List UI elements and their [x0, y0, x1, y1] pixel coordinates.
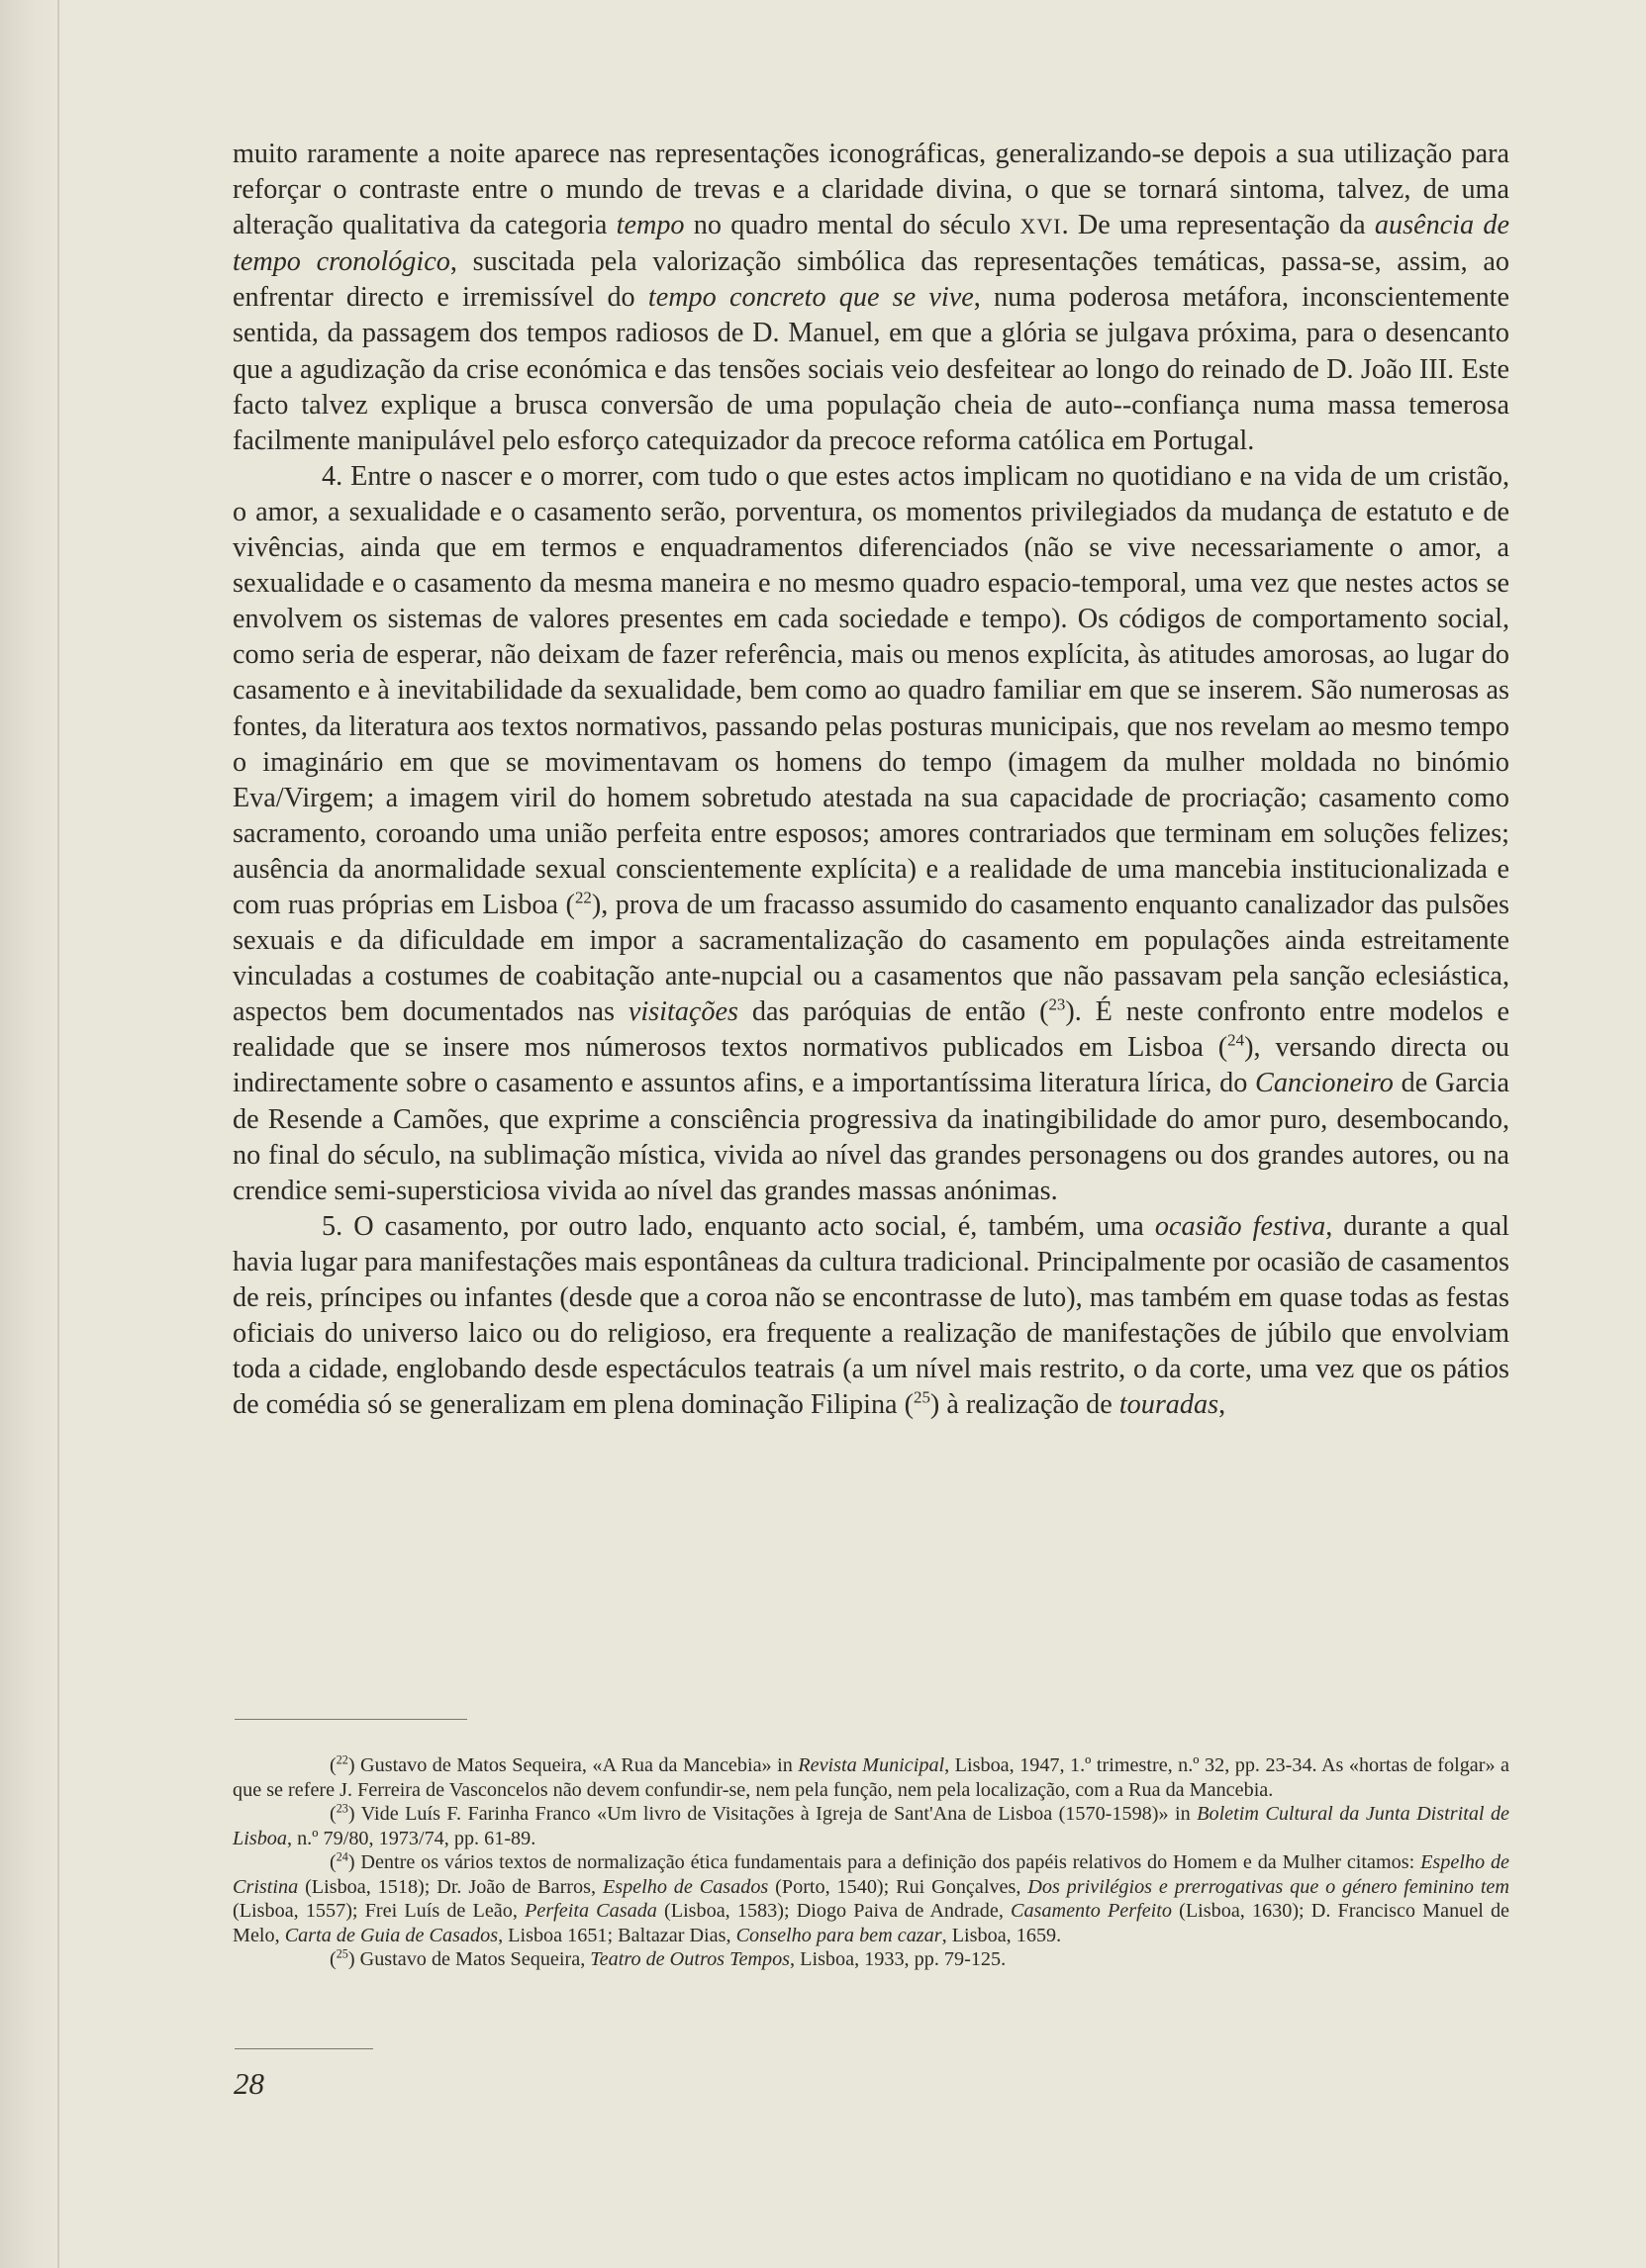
footnotes: [233, 1753, 1509, 1972]
italic-text: touradas: [1118, 1389, 1219, 1421]
text-run: ). É neste confronto entre modelos e realidade que se insere mos númerosos textos normativos publicados em Lisboa (: [233, 996, 1510, 1064]
binding-shadow: [0, 0, 61, 2268]
italic-text: ausência de tempo cronológico: [233, 210, 1509, 278]
page-number: 28: [234, 2066, 264, 2101]
italic-text: Perfeita Casada: [525, 1900, 657, 1922]
italic-text: Espelho de Casados: [602, 1875, 769, 1898]
body-paragraphs: [233, 137, 1509, 1423]
text-run: 4. Entre o nascer e o morrer, com tudo o que estes actos implicam no quotidiano e na vida de um cristão, o amor, a sexualidade e o casamento serão, porventura, os momentos privilegiados da mudança de estatuto e de vivências, ainda que em termos e enquadramentos diferenciados (não se vive necessariamente o amor, a sexualidade e o casamento da mesma maneira e no mesmo quadro espacio-temporal, uma vez que nestes actos se envolvem os sistemas de valores presentes em cada sociedade e tempo). Os códigos de comportamento social, como seria de esperar, não deixam de fazer referência, mais ou menos explícita, às atitudes amorosas, ao lugar do casamento e à inevitabilidade da sexualidade, bem como ao quadro familiar em que se inserem. São numerosas as fontes, da literatura aos textos normativos, passando pelas posturas municipais, que nos revelam ao mesmo tempo o imaginário em que se movimentavam os homens do tempo (imagem da mulher moldada no binómio Eva/Virgem; a imagem viril do homem sobretudo atestada na sua capacidade de procriação; casamento como sacramento, coroando uma união perfeita entre esposos; amores contrariados que terminam em soluções felizes; ausência da anormalidade sexual conscientemente explícita) e a realidade de uma mancebia institucionalizada e com ruas próprias em Lisboa (: [233, 460, 1509, 920]
italic-text: Revista Municipal: [798, 1754, 945, 1776]
note-reference: 22: [336, 1752, 348, 1767]
italic-text: tempo concreto que se vive: [647, 282, 974, 314]
text-run: , Lisboa 1651; Baltazar Dias,: [498, 1924, 736, 1946]
text-run: 5. O casamento, por outro lado, enquanto acto social, é, também, uma: [322, 1210, 1155, 1242]
italic-text: Cancioneiro: [1255, 1068, 1394, 1099]
text-run: , numa poderosa metáfora, inconscientemente sentida, da passagem dos tempos radiosos de D. Manuel, em que a glória se julgava próxima, para o desencanto que a agudização da crise económica e das tensões sociais veio desfeitear ao longo do reinado de D. João III. Este facto talvez explique a brusca conversão de uma população cheia de auto--confiança numa massa temerosa facilmente manipulável pelo esforço catequizador da precoce reforma católica em Portugal.: [233, 282, 1510, 456]
text-run: , durante a qual havia lugar para manifestações mais espontâneas da cultura tradicional. Principalmente por ocasião de casamentos de reis, príncipes ou infantes (desde que a coroa não se encontrasse de luto), mas também em quase todas as festas oficiais do universo laico ou do religioso, era frequente a realização de manifestações de júbilo que envolviam toda a cidade, englobando desde espectáculos teatrais (a um nível mais restrito, o da corte, uma vez que os pátios de comédia só se generalizam em plena dominação Filipina (: [233, 1210, 1509, 1421]
text-run: ) Dentre os vários textos de normalização ética fundamentais para a definição dos papéis relativos do Homem e da Mulher citamos:: [347, 1851, 1421, 1873]
paragraph: [233, 1209, 1509, 1424]
text-run: (Lisboa, 1518); Dr. João de Barros,: [298, 1875, 603, 1898]
italic-text: Espelho de Cristina: [233, 1851, 1510, 1898]
paragraph: [233, 137, 1509, 459]
text-run: ) Vide Luís F. Farinha Franco «Um livro de Visitações à Igreja de Sant'Ana de Lisboa (1570-1598)» in: [347, 1803, 1198, 1825]
note-reference: 23: [1048, 994, 1066, 1014]
text-run: ), prova de um fracasso assumido do casamento enquanto canalizador das pulsões sexuais e da dificuldade em impor a sacramentalização do casamento em populações ainda estreitamente vinculadas a costumes de coabitação ante-nupcial ou a casamentos que não passavam pela sanção eclesiástica, aspectos bem documentados nas: [233, 889, 1509, 1028]
italic-text: visitações: [628, 996, 738, 1028]
italic-text: Carta de Guia de Casados: [284, 1924, 499, 1946]
text-run: (Lisboa, 1583); Diogo Paiva de Andrade,: [656, 1900, 1011, 1922]
page-number-rule: [235, 2048, 373, 2049]
note-reference: 22: [574, 888, 592, 907]
note-reference: 25: [914, 1387, 930, 1407]
text-run: (: [330, 1803, 337, 1825]
text-run: no quadro mental do século: [684, 210, 1020, 241]
text-run: ,: [1218, 1389, 1226, 1421]
text-run: de Garcia de Resende a Camões, que exprime a consciência progressiva da inatingibilidade do amor puro, desembocando, no final do século, na sublimação mística, vivida ao nível das grandes personagens ou dos grandes autores, ou na crendice semi-supersticiosa vivida ao nível das grandes massas anónimas.: [233, 1068, 1510, 1206]
italic-text: Boletim Cultural da Junta Distrital de Lisboa: [233, 1803, 1509, 1849]
text-run: , suscitada pela valorização simbólica das representações temáticas, passa-se, assim, ao enfrentar directo e irremissível do: [233, 246, 1509, 314]
binding-edge: [57, 0, 59, 2268]
text-run: (Lisboa, 1557); Frei Luís de Leão,: [233, 1900, 526, 1922]
text-run: (: [330, 1948, 337, 1970]
text-run: . De uma representação da: [1061, 210, 1375, 241]
italic-text: ocasião festiva: [1154, 1210, 1326, 1242]
note-reference: 25: [336, 1946, 348, 1961]
text-run: ) Gustavo de Matos Sequeira,: [347, 1948, 591, 1970]
text-run: ), versando directa ou indirectamente sobre o casamento e assuntos afins, e a importantíssima literatura lírica, do: [233, 1032, 1509, 1099]
text-run: , n.º 79/80, 1973/74, pp. 61-89.: [286, 1827, 536, 1849]
footnote: [233, 1947, 1509, 1972]
text-run: muito raramente a noite aparece nas representações iconográficas, generalizando-se depois a sua utilização para reforçar o contraste entre o mundo de trevas e a claridade divina, o que se tornará sintoma, talvez, de uma alteração qualitativa da categoria: [233, 139, 1509, 241]
text-run: (: [330, 1754, 337, 1776]
italic-text: Conselho para bem cazar: [735, 1924, 942, 1946]
italic-text: Casamento Perfeito: [1011, 1900, 1172, 1922]
text-run: , Lisboa, 1933, pp. 79-125.: [790, 1948, 1007, 1970]
text-run: , Lisboa, 1659.: [941, 1924, 1062, 1946]
small-caps-text: XVI: [1019, 214, 1062, 239]
footnote-separator: [235, 1719, 467, 1720]
text-run: (: [330, 1851, 337, 1873]
note-reference: 24: [336, 1849, 348, 1864]
text-run: (Porto, 1540); Rui Gonçalves,: [768, 1875, 1028, 1898]
italic-text: tempo: [616, 210, 685, 241]
text-run: das paróquias de então (: [738, 996, 1049, 1028]
italic-text: Teatro de Outros Tempos: [590, 1948, 791, 1970]
text-run: ) Gustavo de Matos Sequeira, «A Rua da Mancebia» in: [347, 1754, 799, 1776]
text-run: (Lisboa, 1630); D. Francisco Manuel de Melo,: [233, 1900, 1509, 1946]
footnote: [233, 1850, 1509, 1947]
paragraph: [233, 459, 1509, 1209]
footnote: [233, 1802, 1509, 1850]
main-text: [233, 137, 1509, 1423]
italic-text: Dos privilégios e prerrogativas que o género feminino tem: [1027, 1875, 1509, 1898]
text-run: ) à realização de: [929, 1389, 1119, 1421]
note-reference: 23: [336, 1801, 348, 1816]
footnote: [233, 1753, 1509, 1802]
text-run: , Lisboa, 1947, 1.º trimestre, n.º 32, pp. 23-34. As «hortas de folgar» a que se refere J. Ferreira de Vasconcelos não devem confundir-se, nem pela função, nem pela localização, com a Rua da Mancebia.: [233, 1754, 1510, 1801]
note-reference: 24: [1227, 1030, 1245, 1050]
